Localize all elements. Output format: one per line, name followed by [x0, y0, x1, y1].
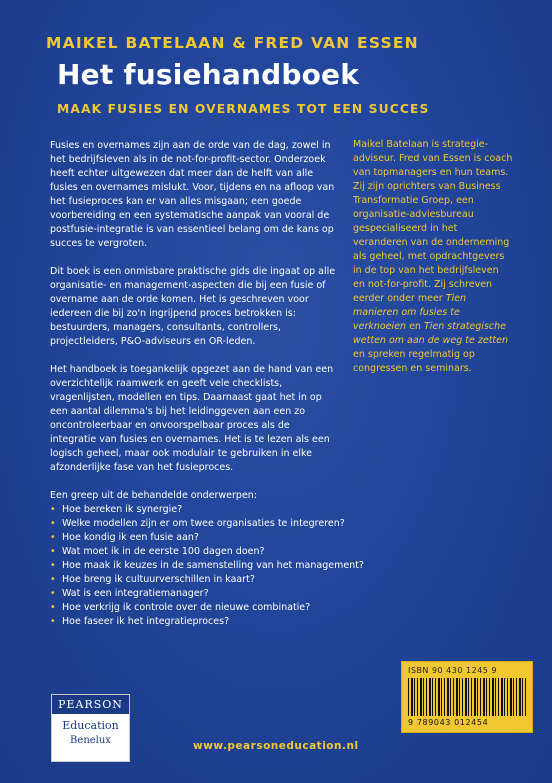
bullet-icon: • — [50, 518, 56, 529]
bullet-icon: • — [50, 532, 56, 543]
book-reference: Tien manieren om fusies te verknoeien — [353, 293, 467, 332]
description-paragraph: Dit boek is een onmisbare praktische gids die ingaat op alle organisatie- en management-aspecten die bij een fusie of overname aan de orde komen. Het is geschreven voor iedereen die bij zo'n ingrijpend proces betrokken is: bestuurders, managers, consultants, controllers, projectleiders, P&O-adviseurs en OR-leden. — [50, 266, 336, 347]
topics-intro: Een greep uit de behandelde onderwerpen: — [50, 490, 258, 501]
topic-item — [50, 503, 338, 517]
isbn-text: ISBN 90 430 1245 9 — [408, 666, 497, 675]
bullet-icon: • — [50, 560, 56, 571]
barcode-icon — [408, 678, 526, 716]
bio-text: en — [406, 321, 424, 332]
topic-text: Hoe kondig ik een fusie aan? — [62, 532, 199, 543]
topic-item — [50, 615, 338, 629]
topic-text: Hoe maak ik keuzes in de samenstelling van het management? — [62, 560, 364, 571]
topic-text: Welke modellen zijn er om twee organisaties te integreren? — [62, 518, 345, 529]
topic-item — [50, 587, 338, 601]
topic-text: Hoe bereken ik synergie? — [62, 504, 183, 515]
author-bio-text — [353, 138, 513, 376]
book-subtitle: MAAK FUSIES EN OVERNAMES TOT EEN SUCCES — [57, 102, 430, 116]
publisher-line: Benelux — [70, 735, 111, 746]
bullet-icon: • — [50, 616, 56, 627]
topic-item — [50, 559, 364, 573]
topic-item — [50, 601, 338, 615]
topic-text: Hoe breng ik cultuurverschillen in kaart? — [62, 574, 255, 585]
topic-item — [50, 531, 338, 545]
description-paragraph: Fusies en overnames zijn aan de orde van de dag, zowel in het bedrijfsleven als in de not-for-profit-sector. Onderzoek heeft echter uitgewezen dat meer dan de helft van alle fusies en overnames mislukt. Voor, tijdens en na afloop van het fusieproces kan er van alles misgaan; een goede voorbereiding en een systematische aanpak van vooral de postfusie-integratie is van essentieel belang om de kans op succes te vergroten. — [50, 140, 335, 249]
topics-list — [50, 503, 364, 629]
bio-text: en spreken regelmatig op congressen en seminars. — [353, 349, 475, 374]
author-bio — [353, 138, 513, 376]
topic-text: Wat is een integratiemanager? — [62, 588, 209, 599]
bullet-icon: • — [50, 602, 56, 613]
topic-item — [50, 545, 338, 559]
publisher-logo — [51, 694, 130, 762]
publisher-brand: PEARSON — [52, 695, 129, 714]
topic-text: Hoe faseer ik het integratieproces? — [62, 616, 230, 627]
publisher-line: Education — [62, 719, 119, 732]
bullet-icon: • — [50, 588, 56, 599]
book-reference: Tien strategische wetten om aan de weg te zetten — [353, 321, 509, 346]
topic-item — [50, 573, 338, 587]
bio-text: Maikel Batelaan is strategie-adviseur. Fred van Essen is coach van topmanagers en hun teams. Zij zijn oprichters van Business Transformatie Groep, een organisatie-adviesbureau gespecialiseerd in het veranderen van de onderneming als geheel, met opdrachtgevers in de top van het bedrijfsleven en not-for-profit. Zij schreven eerder onder meer — [353, 139, 513, 304]
bullet-icon: • — [50, 574, 56, 585]
book-title: Het fusiehandboek — [57, 58, 360, 91]
bullet-icon: • — [50, 546, 56, 557]
description-column — [50, 139, 364, 629]
topic-item — [50, 517, 345, 531]
authors-heading: MAIKEL BATELAAN & FRED VAN ESSEN — [46, 34, 419, 52]
topic-text: Wat moet ik in de eerste 100 dagen doen? — [62, 546, 265, 557]
ean-number: 9 789043 012454 — [408, 718, 489, 727]
barcode-label — [401, 661, 533, 733]
topic-text: Hoe verkrijg ik controle over de nieuwe combinatie? — [62, 602, 311, 613]
publisher-website: www.pearsoneducation.nl — [193, 740, 359, 752]
description-paragraph: Het handboek is toegankelijk opgezet aan de hand van een overzichtelijk raamwerk en geeft vele checklists, vragenlijsten, modellen en tips. Daarnaast gaat het in op een aantal dilemma's bij het leidinggeven aan een zo oncontroleerbaar en onvoorspelbaar proces als de integratie van fusies en overnames. Het is te lezen als een logisch geheel, maar ook modulair te gebruiken in elke afzonderlijke fase van het fusieproces. — [50, 364, 334, 473]
bullet-icon: • — [50, 504, 56, 515]
